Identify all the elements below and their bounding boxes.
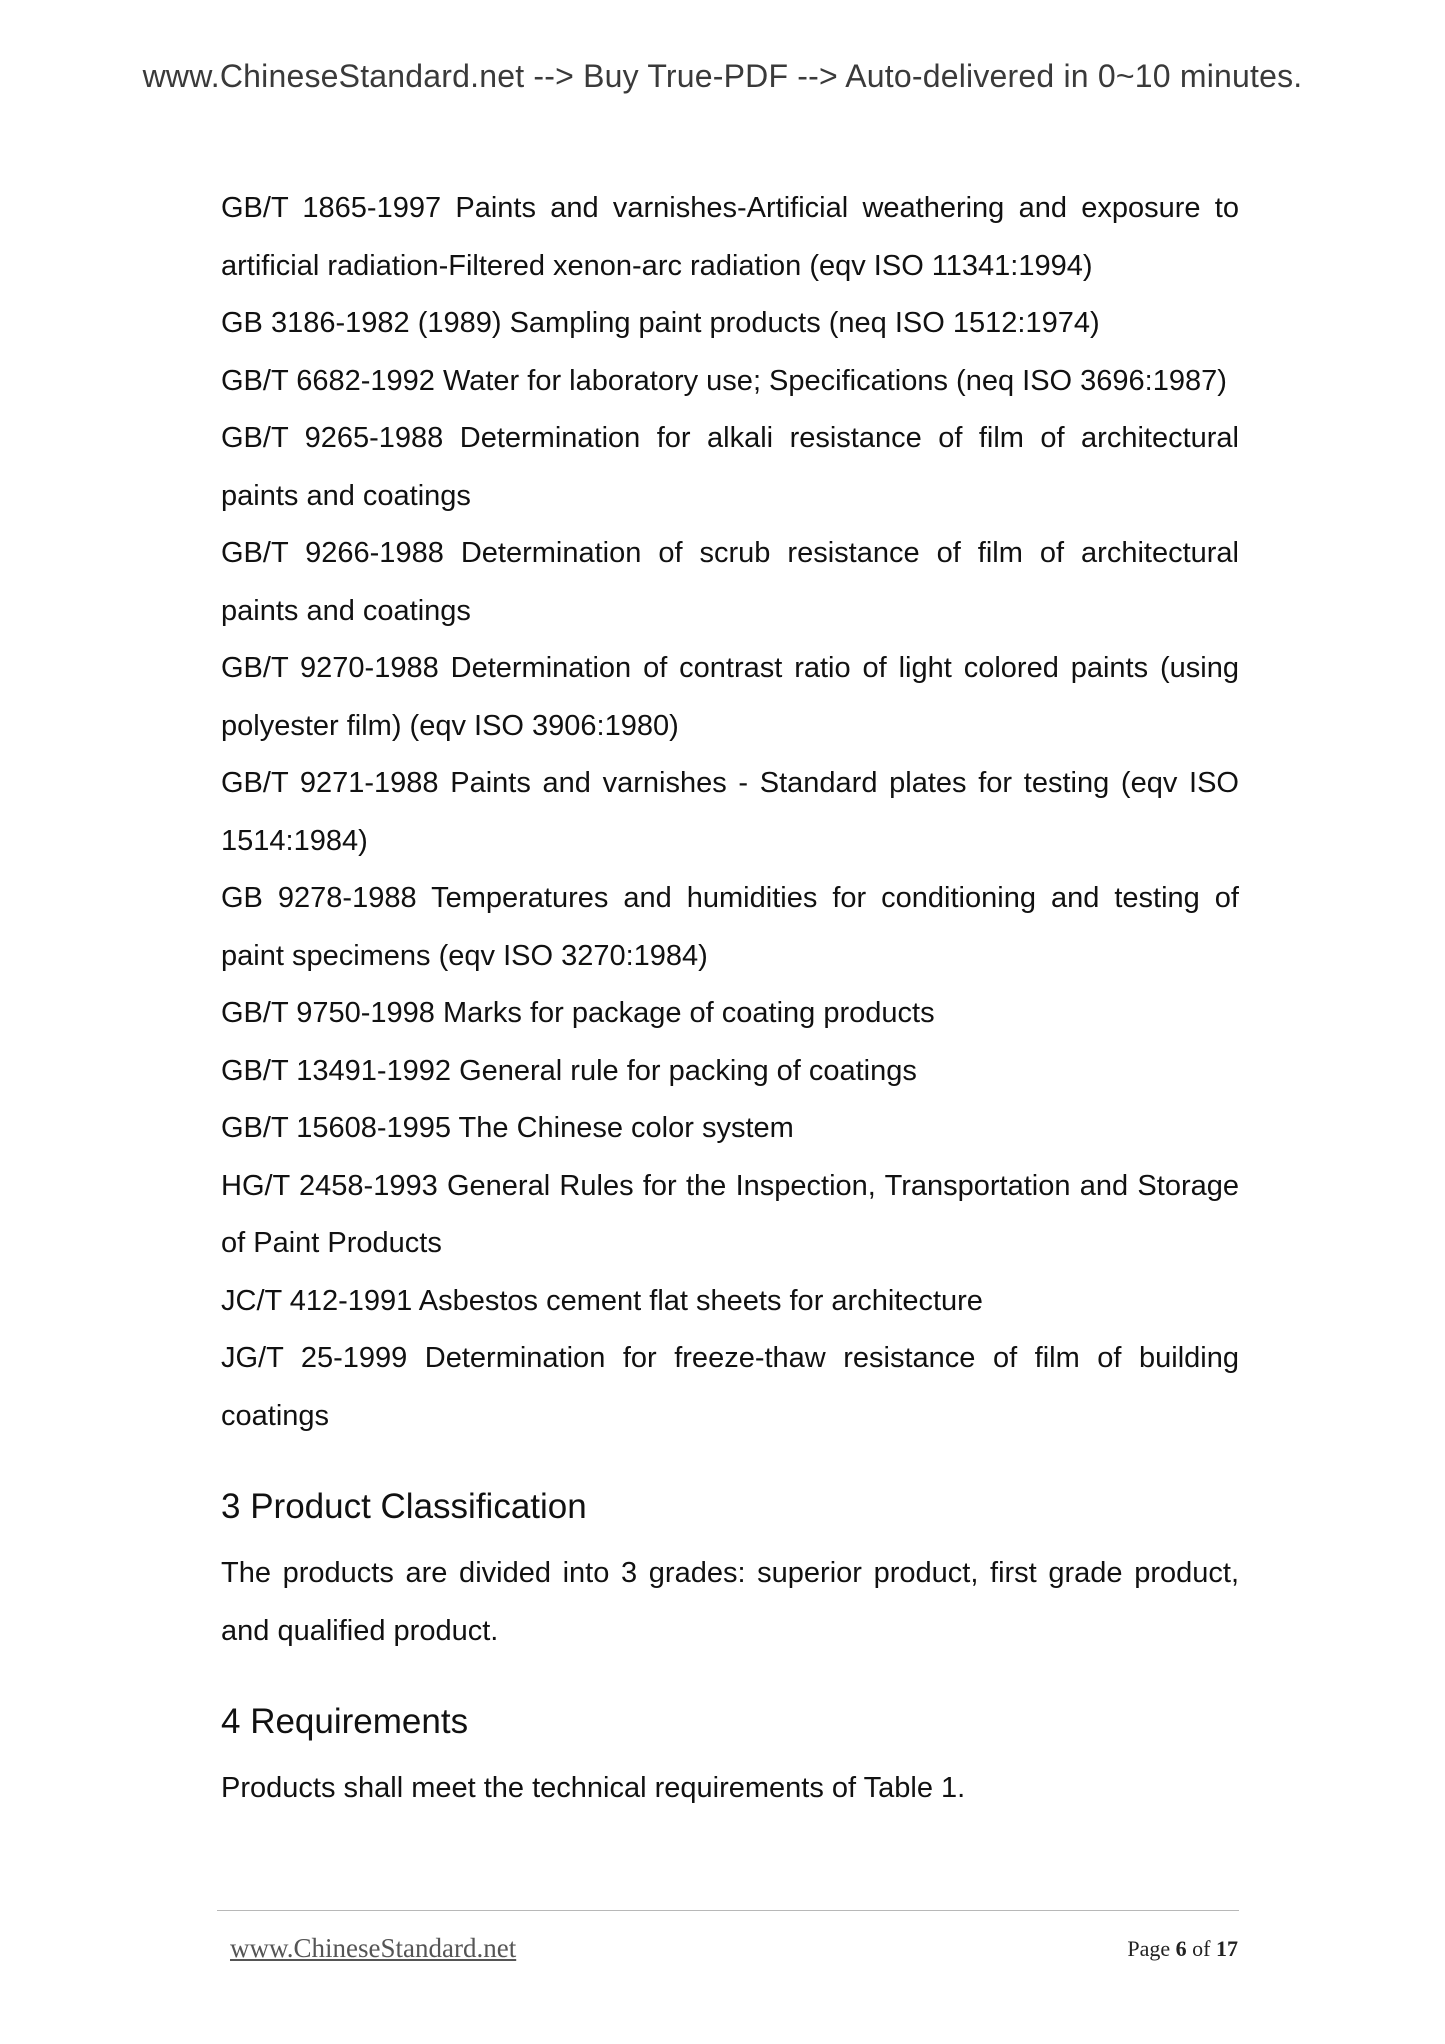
reference-item: GB/T 15608-1995 The Chinese color system	[221, 1112, 794, 1144]
page-current: 6	[1175, 1936, 1187, 1961]
reference-item: JC/T 412-1991 Asbestos cement flat sheets for architecture	[221, 1284, 983, 1317]
reference-item: GB/T 9270-1988 Determination of contrast ratio of light colored paints (using polyester film) (eqv ISO 3906:1980)	[221, 652, 1239, 742]
reference-item: GB/T 9271-1988 Paints and varnishes - Standard plates for testing (eqv ISO 1514:1984)	[221, 767, 1239, 857]
reference-item: GB/T 9266-1988 Determination of scrub resistance of film of architectural paints and coatings	[221, 537, 1239, 627]
section-4-heading: 4 Requirements	[221, 1702, 469, 1741]
section-4-text: Products shall meet the technical requirements of Table 1.	[221, 1772, 966, 1804]
page-total: 17	[1216, 1936, 1238, 1961]
reference-item: GB 9278-1988 Temperatures and humidities for conditioning and testing of paint specimens (eqv ISO 3270:1984)	[221, 882, 1239, 972]
reference-item: HG/T 2458-1993 General Rules for the Inspection, Transportation and Storage of Paint Products	[221, 1169, 1239, 1259]
reference-item: GB/T 13491-1992 General rule for packing of coatings	[221, 1054, 917, 1087]
page-prefix: Page	[1127, 1936, 1171, 1961]
reference-item: GB/T 1865-1997 Paints and varnishes-Artificial weathering and exposure to artificial radiation-Filtered xenon-arc radiation (eqv ISO 11341:1994)	[221, 192, 1239, 282]
reference-item: JG/T 25-1999 Determination for freeze-thaw resistance of film of building coatings	[221, 1342, 1239, 1432]
section-3-heading: 3 Product Classification	[221, 1487, 587, 1526]
page-number	[1127, 1936, 1238, 1962]
footer-site-link[interactable]: www.ChineseStandard.net	[230, 1933, 517, 1963]
reference-item: GB 3186-1982 (1989) Sampling paint products (neq ISO 1512:1974)	[221, 307, 1100, 339]
reference-item: GB/T 9265-1988 Determination for alkali resistance of film of architectural paints and coatings	[221, 422, 1239, 512]
footer-divider	[217, 1910, 1239, 1911]
top-banner: www.ChineseStandard.net --> Buy True-PDF --> Auto-delivered in 0~10 minutes.	[142, 58, 1303, 94]
page-of: of	[1192, 1936, 1211, 1961]
section-3-text: The products are divided into 3 grades: superior product, first grade product, and qualified product.	[221, 1557, 1239, 1647]
normative-references-list	[221, 180, 1239, 1445]
reference-item: GB/T 6682-1992 Water for laboratory use; Specifications (neq ISO 3696:1987)	[221, 364, 1227, 397]
reference-item: GB/T 9750-1998 Marks for package of coating products	[221, 997, 935, 1029]
document-body	[221, 180, 1239, 1818]
